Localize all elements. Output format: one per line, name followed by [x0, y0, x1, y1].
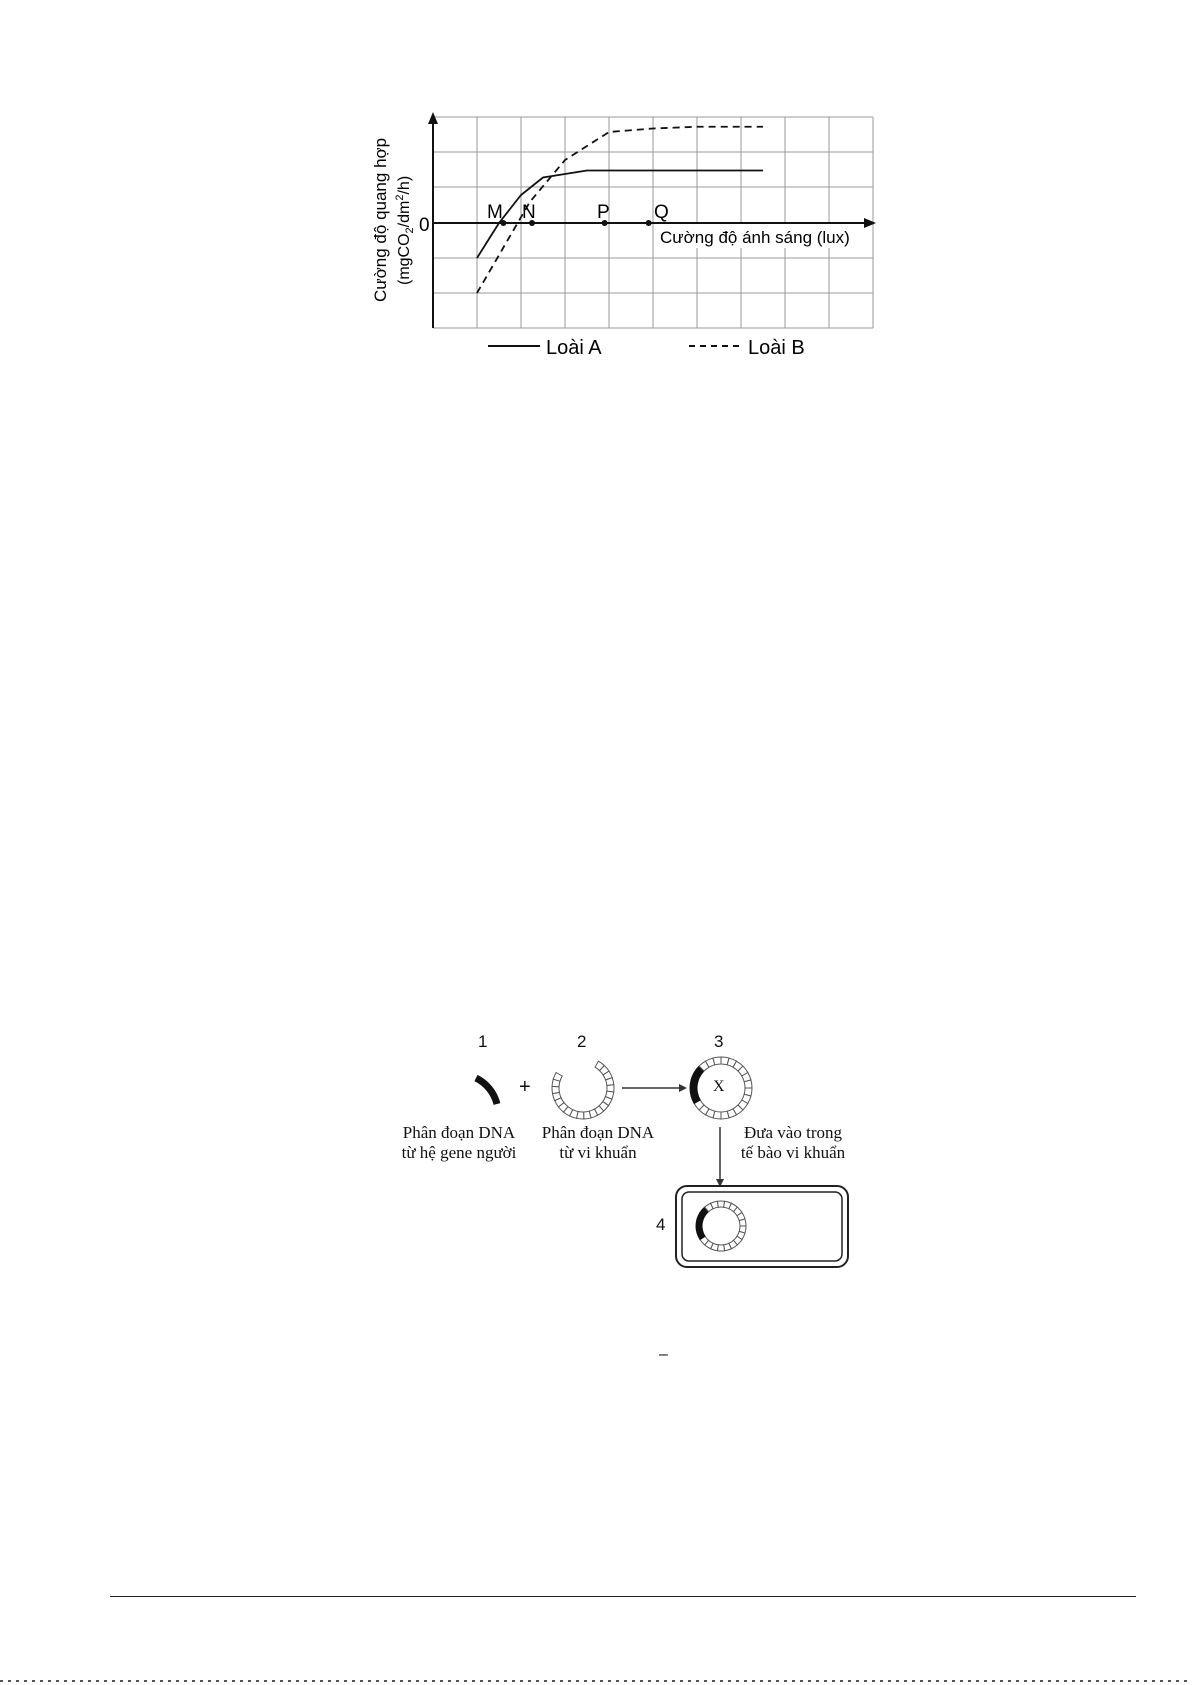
bacterial-plasmid-open	[552, 1061, 614, 1119]
plus-sign: +	[519, 1076, 531, 1098]
x-mark: X	[713, 1078, 725, 1095]
point-label-q: Q	[654, 202, 669, 223]
point-label-p: P	[597, 202, 610, 223]
plasmid-segment	[744, 1080, 752, 1088]
y-axis-label-line1: Cường độ quang hợp	[371, 137, 390, 302]
label-insert-line2: tế bào vi khuẩn	[740, 1143, 846, 1162]
x-axis-arrow	[864, 218, 876, 228]
label-human-dna-line2: từ hệ gene người	[401, 1143, 517, 1162]
step-number-2: 2	[577, 1032, 587, 1051]
legend-label-b: Loài B	[748, 337, 805, 359]
inserted-dna-segment	[696, 1226, 703, 1233]
x-axis-label: Cường độ ánh sáng (lux)	[660, 228, 850, 247]
plasmid-segment	[713, 1057, 721, 1065]
step-number-1: 1	[478, 1032, 488, 1051]
step-number-4: 4	[656, 1215, 666, 1234]
point-label-m: M	[487, 202, 503, 223]
arrow-head-1	[679, 1084, 687, 1092]
y-axis-unit	[394, 176, 416, 285]
y-unit-sub: 2	[404, 227, 416, 234]
origin-label: 0	[419, 215, 430, 236]
label-insert-into-cell	[728, 1123, 858, 1163]
plasmid-segment	[552, 1086, 559, 1093]
point-marker-q	[646, 220, 652, 226]
y-axis-label	[371, 138, 390, 302]
step-number-3: 3	[714, 1032, 724, 1051]
plasmid-segment	[739, 1219, 746, 1226]
photosynthesis-chart	[0, 0, 1192, 370]
label-insert-line1: Đưa vào trong	[744, 1123, 842, 1142]
page-bottom-border	[0, 1680, 1192, 1682]
legend-label-a: Loài A	[546, 337, 602, 359]
y-unit-mid: /dm	[396, 200, 413, 228]
label-bacterial-dna-line2: từ vi khuẩn	[559, 1143, 637, 1162]
footer-rule	[110, 1596, 1136, 1597]
y-unit-suffix: /h)	[396, 175, 413, 195]
label-human-dna-line1: Phân đoạn DNA	[402, 1123, 516, 1142]
human-dna-fragment	[476, 1078, 497, 1104]
point-label-n: N	[522, 202, 536, 223]
y-unit-prefix: (mgCO	[396, 233, 413, 285]
plasmid-segment	[553, 1073, 562, 1082]
bacterial-cell-inner	[682, 1192, 842, 1261]
plasmid-segment	[584, 1111, 591, 1119]
label-human-dna	[388, 1123, 530, 1163]
svg-text:(mgCO2/dm2/h)	[394, 176, 416, 285]
y-unit-sup: 2	[394, 194, 406, 201]
label-bacterial-dna	[530, 1123, 666, 1163]
page-mark: –	[659, 1346, 668, 1363]
plasmid-in-cell	[696, 1201, 746, 1251]
plasmid-segment	[721, 1111, 729, 1119]
inserted-dna-segment	[690, 1088, 698, 1096]
y-axis-arrow	[428, 112, 438, 124]
label-bacterial-dna-line1: Phân đoạn DNA	[541, 1123, 655, 1142]
